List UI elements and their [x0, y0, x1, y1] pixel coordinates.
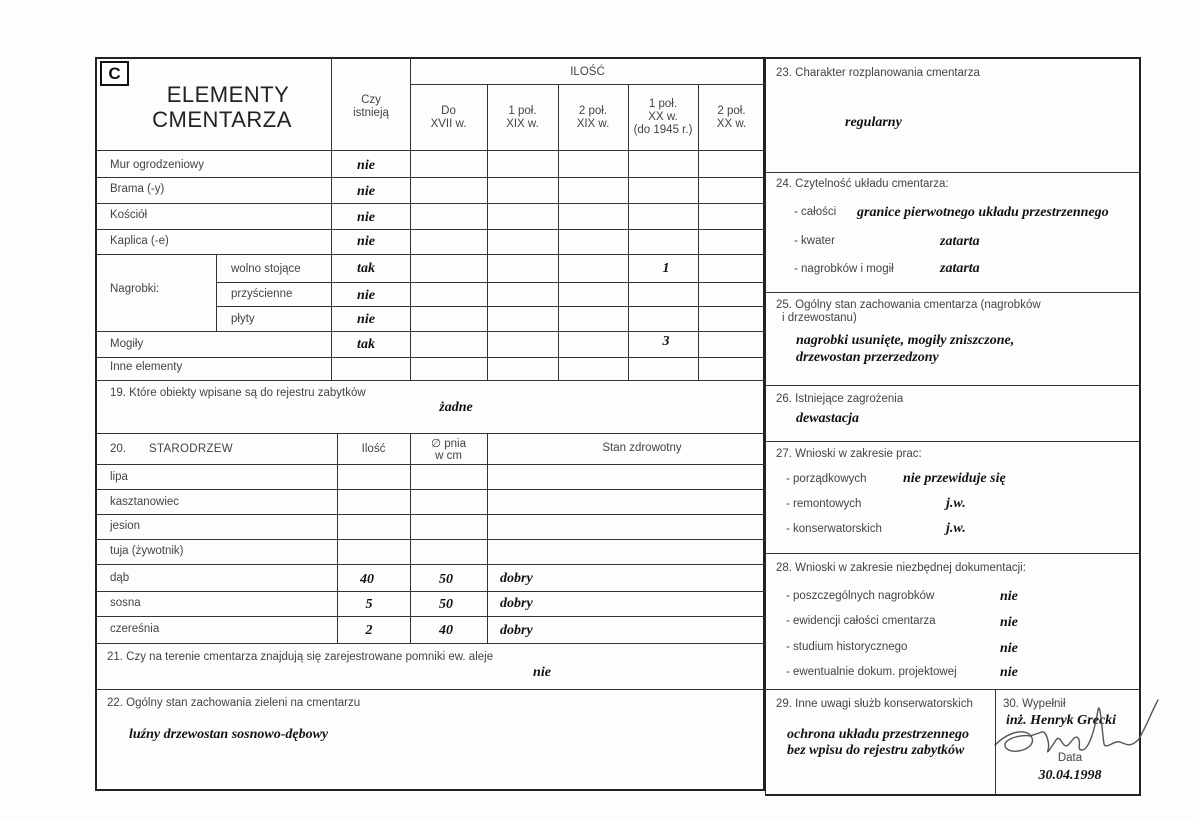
line: [765, 553, 1141, 554]
doc-item-2-value: nie: [1000, 615, 1018, 630]
date-label: Data: [1057, 752, 1083, 764]
line: [487, 433, 488, 643]
row-label-gate: Brama (-y): [110, 183, 165, 195]
line: [698, 84, 699, 381]
period-1-l2: XVII w.: [430, 118, 467, 130]
work-conclusions-label: 27. Wnioski w zakresie prac:: [776, 448, 922, 460]
line: [487, 84, 488, 381]
filled-by-label: 30. Wypełnił: [1003, 698, 1066, 710]
tree-count-cherry: 2: [365, 623, 373, 638]
trees-health-header: Stan zdrowotny: [602, 442, 682, 454]
line: [216, 282, 765, 283]
date-value: 30.04.1998: [1038, 768, 1102, 783]
trees-title: STARODRZEW: [149, 443, 233, 455]
line: [337, 433, 338, 643]
line: [765, 385, 1141, 386]
remarks-value-line1: ochrona układu przestrzennego: [787, 727, 970, 742]
line: [216, 306, 765, 307]
registry-value: żadne: [439, 400, 473, 415]
work-item-3-value: j.w.: [946, 521, 966, 536]
doc-item-1-value: nie: [1000, 589, 1018, 604]
tree-diameter-oak: 50: [439, 572, 453, 587]
line: [216, 254, 217, 331]
line: [95, 203, 765, 204]
tree-count-pine: 5: [365, 597, 373, 612]
period-4-l3: (do 1945 r.): [633, 124, 693, 136]
section-letter-box: C: [100, 61, 129, 86]
doc-item-4-value: nie: [1000, 665, 1018, 680]
line: [765, 292, 1141, 293]
row-label-other: Inne elementy: [110, 361, 183, 373]
trees-diameter-header-l2: w cm: [435, 450, 462, 462]
threats-label: 26. Istniejące zagrożenia: [776, 393, 904, 405]
line: [765, 689, 1141, 690]
row-exists-chapel: nie: [357, 234, 375, 249]
tree-diameter-pine: 50: [439, 597, 453, 612]
condition-label-line2: i drzewostanu): [782, 312, 857, 324]
line: [95, 254, 765, 255]
legibility-item-1-value: granice pierwotnego układu przestrzennego: [857, 205, 1109, 220]
line: [95, 514, 765, 515]
period-4-l1: 1 poł.: [648, 98, 678, 110]
line: [95, 689, 765, 690]
row-label-chapel: Kaplica (-e): [110, 235, 169, 247]
greenery-label: 22. Ogólny stan zachowania zieleni na cmentarzu: [107, 697, 361, 709]
trees-diameter-header-l1: ∅ pnia: [431, 438, 466, 450]
line: [765, 441, 1141, 442]
tree-diameter-cherry: 40: [439, 623, 453, 638]
period-5-l2: XX w.: [716, 118, 747, 130]
condition-value-line1: nagrobki usunięte, mogiły zniszczone,: [796, 333, 1015, 348]
line: [995, 689, 996, 796]
line: [95, 539, 765, 540]
legibility-item-3-value: zatarta: [940, 261, 980, 276]
row-exists-slabs: nie: [357, 312, 375, 327]
row-exists-gate: nie: [357, 184, 375, 199]
doc-item-2-label: - ewidencji całości cmentarza: [786, 615, 936, 627]
trees-count-header: Ilość: [361, 443, 386, 455]
row-label-graves: Mogiły: [110, 338, 144, 350]
monuments-label: 21. Czy na terenie cmentarza znajdują się zarejestrowane pomniki ew. aleje: [107, 651, 494, 663]
tree-name-ash: jesion: [110, 520, 141, 532]
tree-name-cherry: czereśnia: [110, 623, 160, 635]
signature: [990, 690, 1165, 770]
line: [95, 464, 765, 465]
line: [95, 357, 765, 358]
doc-item-3-value: nie: [1000, 641, 1018, 656]
line: [95, 380, 765, 381]
row-qty-graves: 3: [662, 334, 670, 349]
exists-header-line2: istnieją: [353, 107, 389, 119]
row-sub-wall-mounted: przyścienne: [231, 288, 293, 300]
legibility-item-2-label: - kwater: [794, 235, 835, 247]
legibility-item-1-label: - całości: [794, 206, 837, 218]
row-exists-church: nie: [357, 210, 375, 225]
line: [95, 229, 765, 230]
period-5-l1: 2 poł.: [717, 105, 746, 117]
tree-name-thuja: tuja (żywotnik): [110, 545, 184, 557]
row-label-wall: Mur ogrodzeniowy: [110, 159, 204, 171]
line: [331, 57, 332, 381]
line: [95, 433, 765, 434]
work-item-3-label: - konserwatorskich: [786, 523, 882, 535]
period-3-l2: XIX w.: [576, 118, 610, 130]
line: [95, 331, 765, 332]
line: [628, 84, 629, 381]
condition-label-line1: 25. Ogólny stan zachowania cmentarza (nagrobków: [776, 299, 1041, 311]
line: [410, 433, 411, 643]
condition-value-line2: drzewostan przerzedzony: [796, 350, 939, 365]
line: [95, 177, 765, 178]
period-1-l1: Do: [441, 105, 456, 117]
row-sub-slabs: płyty: [231, 313, 255, 325]
period-3-l1: 2 poł.: [578, 105, 608, 117]
line: [410, 84, 765, 85]
work-item-1-value: nie przewiduje się: [903, 471, 1006, 486]
tree-health-oak: dobry: [500, 571, 533, 586]
greenery-value: luźny drzewostan sosnowo-dębowy: [129, 727, 329, 742]
line: [95, 489, 765, 490]
tree-name-oak: dąb: [110, 572, 130, 584]
doc-item-1-label: - poszczególnych nagrobków: [786, 590, 935, 602]
legibility-label: 24. Czytelność układu cmentarza:: [776, 178, 949, 190]
elements-title-line1: ELEMENTY: [166, 82, 290, 107]
row-qty-freestanding: 1: [662, 261, 670, 276]
legibility-item-3-label: - nagrobków i mogił: [794, 263, 894, 275]
doc-item-4-label: - ewentualnie dokum. projektowej: [786, 666, 957, 678]
remarks-value-line2: bez wpisu do rejestru zabytków: [787, 743, 965, 758]
line: [95, 150, 765, 151]
row-label-tombstones: Nagrobki:: [110, 283, 160, 295]
row-label-church: Kościół: [110, 209, 148, 221]
line: [95, 616, 765, 617]
trees-number: 20.: [110, 443, 126, 455]
row-exists-wall-mounted: nie: [357, 288, 375, 303]
tree-name-pine: sosna: [110, 597, 141, 609]
quantity-header: ILOŚĆ: [570, 66, 605, 78]
line: [765, 172, 1141, 173]
registry-label: 19. Które obiekty wpisane są do rejestru zabytków: [110, 387, 366, 399]
layout-character-value: regularny: [845, 115, 902, 130]
line: [95, 564, 765, 565]
tree-name-chestnut: kasztanowiec: [110, 496, 180, 508]
legibility-item-2-value: zatarta: [940, 234, 980, 249]
line: [558, 84, 559, 381]
line: [95, 643, 765, 644]
doc-item-3-label: - studium historycznego: [786, 641, 908, 653]
exists-header-line1: Czy: [361, 94, 381, 106]
threats-value: dewastacja: [796, 411, 859, 426]
tree-count-oak: 40: [360, 572, 374, 587]
line: [410, 57, 411, 381]
monuments-value: nie: [533, 665, 551, 680]
work-item-2-label: - remontowych: [786, 498, 862, 510]
line: [95, 591, 765, 592]
tree-name-linden: lipa: [110, 471, 128, 483]
filled-by-name: inż. Henryk Grecki: [1006, 713, 1117, 728]
tree-health-cherry: dobry: [500, 623, 533, 638]
period-2-l1: 1 poł.: [508, 105, 537, 117]
remarks-label: 29. Inne uwagi służb konserwatorskich: [776, 698, 973, 710]
row-exists-wall: nie: [357, 158, 375, 173]
row-exists-graves: tak: [357, 337, 375, 352]
elements-title-line2: CMENTARZA: [152, 107, 292, 132]
row-exists-freestanding: tak: [357, 261, 375, 276]
layout-character-label: 23. Charakter rozplanowania cmentarza: [776, 67, 980, 79]
row-sub-freestanding: wolno stojące: [231, 263, 301, 275]
work-item-1-label: - porządkowych: [786, 473, 867, 485]
tree-health-pine: dobry: [500, 596, 533, 611]
work-item-2-value: j.w.: [946, 496, 966, 511]
period-2-l2: XIX w.: [506, 118, 539, 130]
period-4-l2: XX w.: [648, 111, 678, 123]
documentation-label: 28. Wnioski w zakresie niezbędnej dokumentacji:: [776, 562, 1026, 574]
